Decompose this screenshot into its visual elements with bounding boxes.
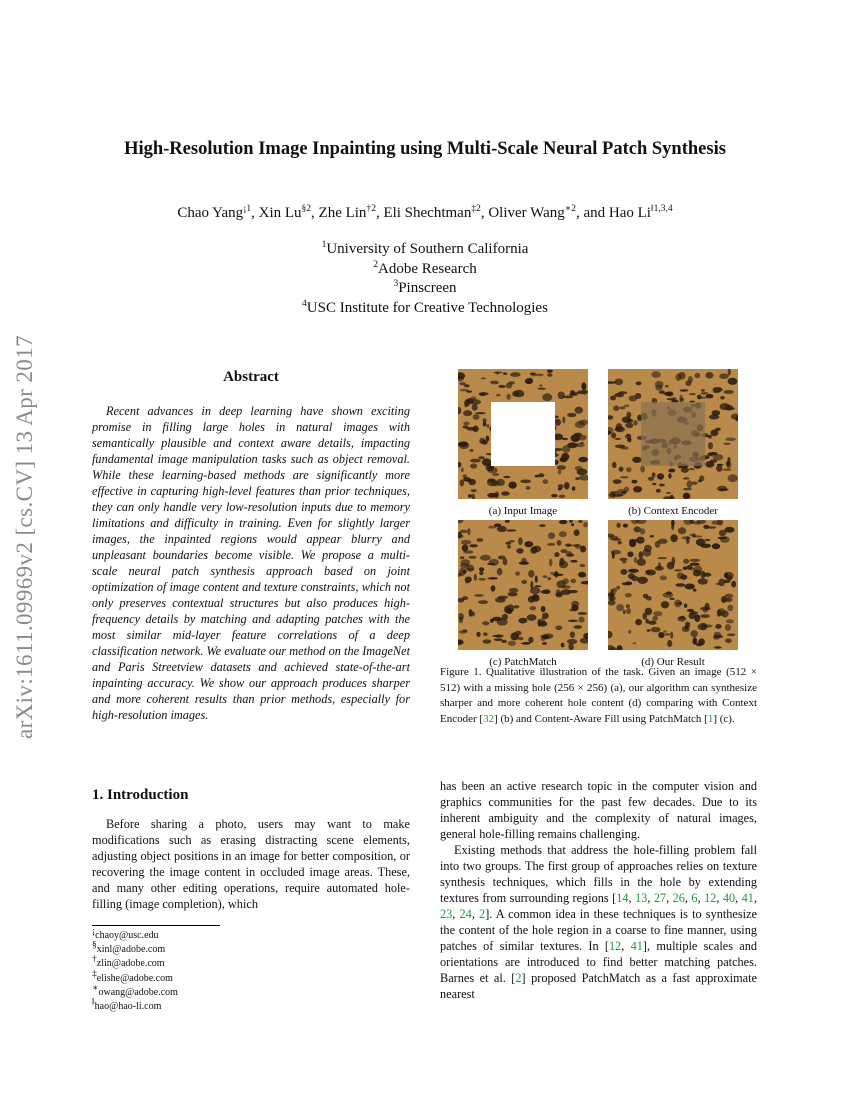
affiliation-list [0,240,850,318]
citation-list: 14, 13, 27, 26, 6, 12, 40, 41, 23, 24, 2 [440,891,758,921]
citation-link[interactable]: 2 [479,907,486,921]
jaguar-image [608,369,738,499]
citation-link[interactable]: 40 [722,891,736,905]
jaguar-image [458,520,588,650]
figure-panel-input [458,369,588,499]
author: Oliver Wang$^{∗2}$, and [488,204,609,221]
author: Chao Yang$^{¡1}$, [177,204,259,221]
arxiv-stamp [3,270,47,810]
citation-link[interactable]: 1 [707,712,714,725]
intro-paragraph: Before sharing a photo, users may want to make modifications such as erasing distracting scene elements, adjusting object positions in an image for better composition, or recovering the image content in occluded image areas. These, and many other editing operations, require automated hole-filling (image completion), which [92,817,410,911]
citation-link[interactable]: 41 [741,891,754,905]
footnote: †zlin@adobe.com [92,955,165,970]
footnote: ∗owang@adobe.com [92,983,178,998]
author: Xin Lu$^{\S 2}$, [258,204,319,221]
abstract-heading: Abstract [223,369,279,385]
figure-panel-our-result [608,520,738,650]
citation-link[interactable]: 41 [630,939,643,953]
citation-link[interactable]: 27 [653,891,667,905]
section-heading-introduction: 1. Introduction [92,787,189,803]
footnote: ‡elishe@adobe.com [92,969,173,984]
figure-panel-patchmatch [458,520,588,650]
footnote: ‖hao@hao-li.com [92,997,162,1013]
citation-link[interactable]: 14 [616,891,629,905]
intro-paragraph: has been an active research topic in the computer vision and graphics communities for the past few decades. Due to its inherent ambiguity and the complexity of natural images, general hole-filling remains challenging. [440,779,757,841]
subcaption-c: (c) PatchMatch [489,656,557,668]
affiliation: $^2$Adobe Research [373,259,477,277]
figure-caption: Figure 1. Qualitative illustration of the task. Given an image (512 × 512) with a missing hole (256 × 256) (a), our algorithm can synthesize sharper and more coherent hole content (d) comparing with Context Encoder [32] (b) and Content-Aware Fill using PatchMatch [1] (c). [440,666,757,725]
intro-right-column [440,778,757,1002]
citation-link[interactable]: 24 [459,907,472,921]
citation-link[interactable]: 2 [515,971,522,985]
footnote: ¡chaoy@usc.edu [92,926,159,941]
figure-panel-context-encoder [608,369,738,499]
blurry-fill [641,402,705,466]
author-list [0,205,850,222]
jaguar-image [608,520,738,650]
author: Eli Shechtman$^{\ddagger 2}$, [383,204,489,221]
citation-link[interactable]: 12 [608,939,622,953]
affiliation: $^1$University of Southern California [321,240,529,257]
citation-link[interactable]: 26 [672,891,685,905]
intro-paragraph: Existing methods that address the hole-filling problem fall into two groups. The first group of approaches relies on texture synthesis techniques, which fills in the hole by extending textures from surrounding regions [14, 13, 27, 26, 6, 12, 40, 41, 23, 24, 2]. A common idea in these techniques is to synthesize the content of the hole region in a coarse to fine manner, using patches of similar textures. In [12, 41], multiple scales and orientations are introduced to find better matching patches. Barnes et al. [2] proposed PatchMatch as a fast approximate nearest [440,843,758,1001]
missing-hole [491,402,555,466]
arxiv-id: arXiv:1611.09969v2 [cs.CV] 13 Apr 2017 [12,334,37,740]
subcaption-a: (a) Input Image [488,505,558,517]
subcaption-d: (d) Our Result [641,656,705,668]
citation-link[interactable]: 32 [483,712,495,725]
footnote-divider [92,925,220,926]
footnote: §xinl@adobe.com [92,940,166,956]
affiliation: $^3$Pinscreen [393,279,457,296]
jaguar-image [458,369,588,499]
citation-link[interactable]: 23 [440,907,453,921]
author: Hao $Li^{‖1,3,4}$ [608,204,673,221]
subcaption-b: (b) Context Encoder [628,505,718,517]
author: Zhe Lin$^{\dagger 2}$, [318,204,384,221]
citation-link[interactable]: 13 [635,891,648,905]
footnotes [92,926,178,1014]
affiliation: $^4$USC Institute for Creative Technologies [302,298,548,316]
paper-title: High-Resolution Image Inpainting using Multi-Scale Neural Patch Synthesis [124,139,726,159]
citation-link[interactable]: 6 [691,891,698,905]
abstract-text: Recent advances in deep learning have shown exciting promise in filling large holes in natural images with semantically plausible and context aware details, impacting fundamental image manipulation tasks such as object removal. While these learning-based methods are significantly more effective in capturing high-level features than prior techniques, they can only handle very low-resolution inputs due to memory limitations and difficulty in training. Even for slightly larger images, the inpainted regions would appear blurry and unpleasant boundaries become visible. We propose a multi-scale neural patch synthesis approach based on joint optimization of image content and texture constraints, which not only preserves contextual structures but also produces high-frequency details by matching and adapting patches with the most similar mid-layer feature correlations of a deep classification network. We evaluate our method on the ImageNet and Paris Streetview datasets and achieved state-of-the-art inpainting accuracy. We show our approach produces sharper and more coherent results than prior methods, especially for high-resolution images. [92,404,410,722]
citation-link[interactable]: 12 [704,891,717,905]
